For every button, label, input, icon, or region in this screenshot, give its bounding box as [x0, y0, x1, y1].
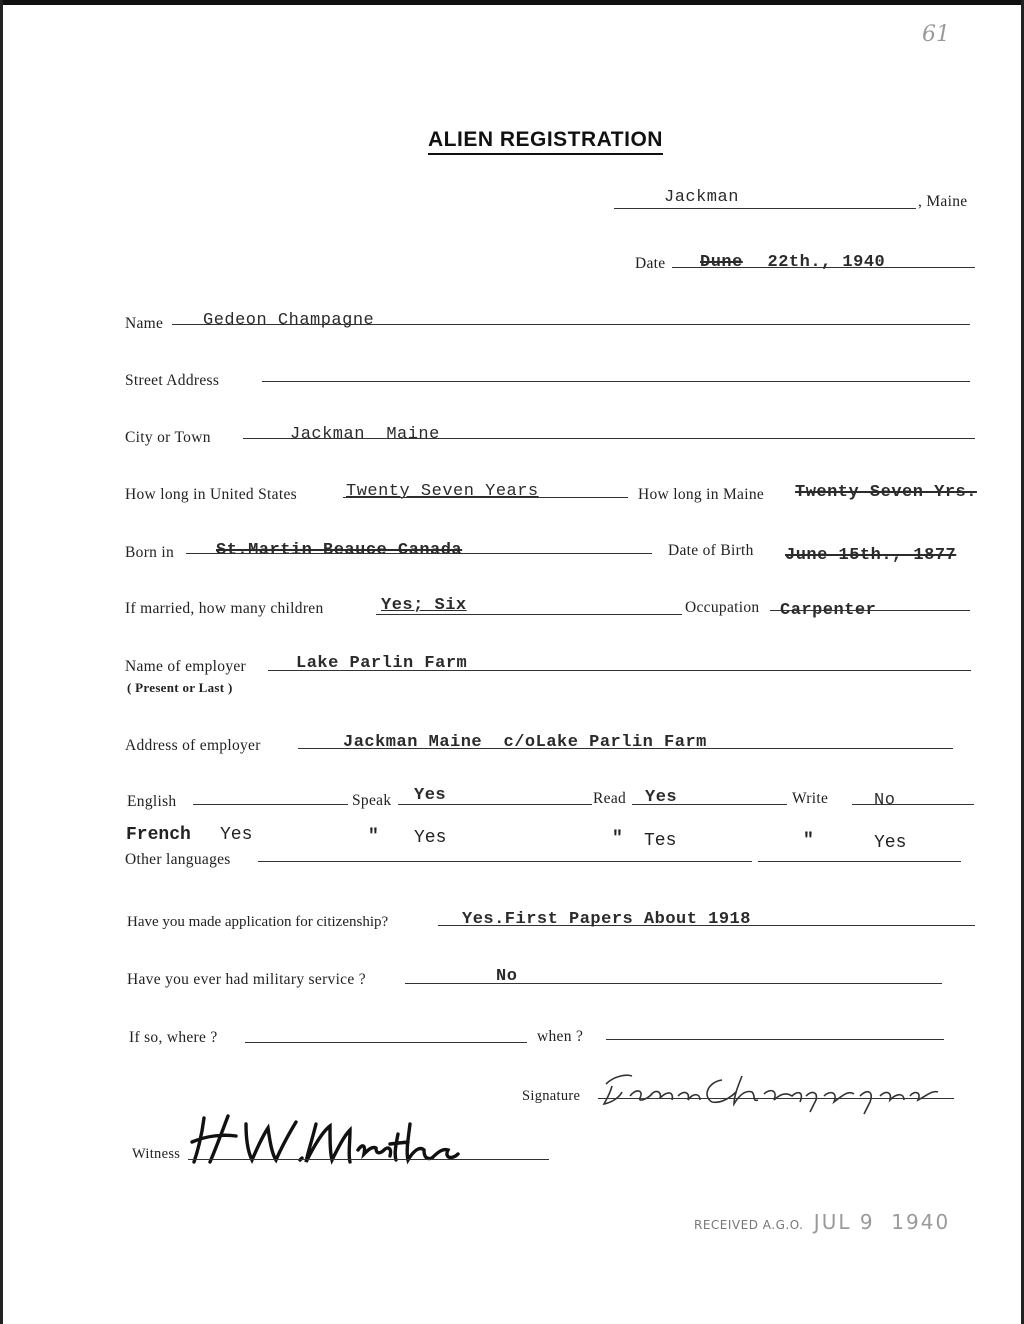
received-stamp-prefix: RECEIVED A.G.O. [694, 1218, 804, 1232]
french-value: Yes [220, 825, 253, 845]
street-line [262, 381, 970, 382]
signature-line [598, 1098, 954, 1099]
date-month-struck: Dune [700, 253, 743, 272]
form-title: ALIEN REGISTRATION [428, 128, 663, 155]
children-value: Yes; Six [381, 596, 467, 615]
city-line [243, 438, 975, 439]
citizenship-label: Have you made application for citizenship? [127, 914, 389, 930]
maine-duration-value: Twenty Seven Yrs. [795, 483, 977, 502]
children-label: If married, how many children [125, 600, 324, 617]
maine-duration-label: How long in Maine [638, 486, 765, 503]
city-value: Jackman Maine [290, 425, 440, 444]
name-value: Gedeon Champagne [203, 311, 375, 330]
english-speak-value: Yes [414, 786, 447, 805]
citizenship-value: Yes.First Papers About 1918 [462, 910, 751, 929]
occupation-line [770, 610, 970, 611]
employer-line [268, 670, 971, 671]
ditto-read: " [612, 829, 623, 849]
children-line [376, 614, 682, 615]
speak-label: Speak [352, 792, 392, 809]
scan-edge-left [0, 0, 3, 1324]
ditto-speak: " [368, 827, 379, 847]
us-duration-label: How long in United States [125, 486, 297, 503]
read-label: Read [593, 790, 627, 807]
witness-line [188, 1159, 549, 1160]
us-duration-value: Twenty Seven Years [346, 482, 539, 501]
french-read-value: Tes [644, 831, 677, 851]
date-line [672, 267, 975, 268]
ditto-write: " [803, 831, 814, 851]
write-line [852, 804, 974, 805]
born-value: St.Martin Beauce Canada [216, 541, 463, 560]
signature-label: Signature [522, 1088, 581, 1104]
english-line [193, 804, 348, 805]
street-label: Street Address [125, 372, 220, 389]
witness-signature [186, 1110, 466, 1170]
occupation-label: Occupation [685, 599, 760, 616]
name-label: Name [125, 315, 164, 332]
french-write-value: Yes [874, 833, 907, 853]
read-line [632, 804, 787, 805]
dob-value: June 15th., 1877 [785, 546, 957, 565]
employer-label: Name of employer [125, 658, 247, 675]
date-value [700, 253, 885, 272]
date-label: Date [635, 255, 666, 272]
received-stamp-date: JUL 9 1940 [813, 1210, 951, 1234]
dob-label: Date of Birth [668, 542, 754, 559]
military-value: No [496, 967, 518, 986]
when-label: when ? [537, 1028, 584, 1045]
name-line [172, 324, 970, 325]
state-label: , Maine [918, 193, 968, 210]
english-write-value: No [874, 791, 896, 810]
military-line [405, 983, 942, 984]
date-rest: 22th., 1940 [767, 253, 886, 272]
french-label: French [126, 825, 191, 845]
witness-label: Witness [132, 1146, 181, 1162]
employer-address-value: Jackman Maine c/oLake Parlin Farm [343, 733, 707, 752]
english-read-value: Yes [645, 788, 678, 807]
other-languages-line-1 [258, 861, 752, 862]
where-line [245, 1042, 527, 1043]
citizenship-line [438, 925, 975, 926]
military-label: Have you ever had military service ? [127, 971, 366, 988]
applicant-signature [592, 1062, 962, 1112]
born-label: Born in [125, 544, 175, 561]
other-languages-label: Other languages [125, 851, 231, 868]
when-line [606, 1039, 944, 1040]
employer-sublabel: ( Present or Last ) [127, 680, 233, 695]
where-label: If so, where ? [129, 1029, 218, 1046]
write-label: Write [792, 790, 829, 807]
city-label: City or Town [125, 429, 211, 446]
town-value: Jackman [664, 188, 739, 207]
town-line [614, 208, 916, 209]
born-line [186, 553, 652, 554]
received-stamp [694, 1210, 950, 1234]
employer-address-line [298, 748, 953, 749]
employer-address-label: Address of employer [125, 737, 261, 754]
us-duration-line [343, 497, 628, 498]
occupation-value: Carpenter [780, 601, 877, 620]
other-languages-line-2 [758, 861, 961, 862]
english-label: English [127, 793, 177, 810]
page-number: 61 [922, 22, 950, 47]
employer-value: Lake Parlin Farm [296, 654, 468, 673]
scan-edge-top [0, 0, 1024, 5]
speak-line [398, 804, 592, 805]
french-speak-value: Yes [414, 828, 447, 848]
